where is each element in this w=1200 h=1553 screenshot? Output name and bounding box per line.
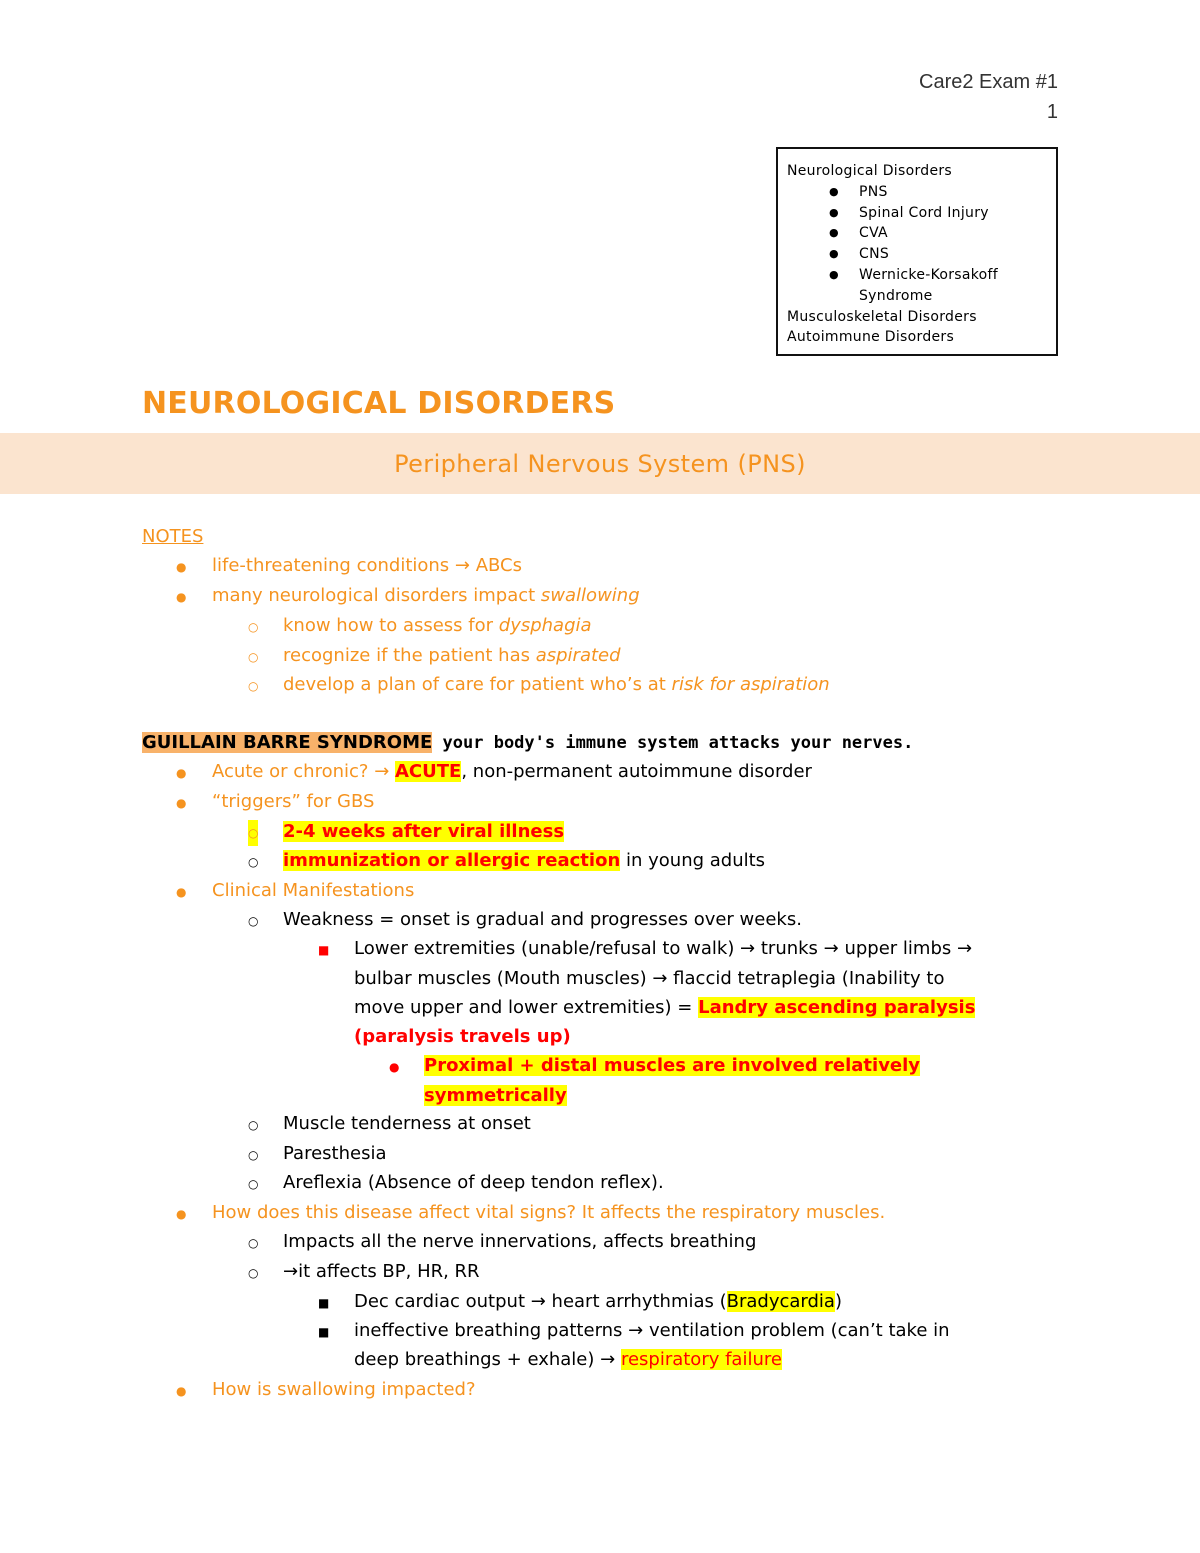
- notes-item: life-threatening conditions → ABCs: [212, 555, 522, 576]
- circle-bullet-icon: ○: [248, 620, 259, 634]
- bullet-icon: ●: [829, 267, 839, 281]
- bullet-icon: ●: [176, 796, 187, 810]
- circle-bullet-icon: ○: [248, 914, 259, 928]
- doc-header-title: Care2 Exam #1: [919, 71, 1058, 93]
- gbs-heading: GUILLAIN BARRE SYNDROME your body's immune system attacks your nerves.: [142, 732, 914, 753]
- notes-subitem: know how to assess for dysphagia: [283, 615, 592, 636]
- section-title: NEUROLOGICAL DISORDERS: [142, 386, 616, 421]
- gbs-detail: symmetrically: [424, 1085, 567, 1106]
- toc-item[interactable]: Autoimmune Disorders: [787, 329, 955, 346]
- subsection-title: Peripheral Nervous System (PNS): [394, 449, 806, 478]
- gbs-item: How is swallowing impacted?: [212, 1379, 476, 1400]
- gbs-subitem: →it affects BP, HR, RR: [283, 1261, 480, 1282]
- toc-item[interactable]: Neurological Disorders: [787, 163, 953, 179]
- gbs-subitem: 2-4 weeks after viral illness: [283, 821, 565, 842]
- bullet-icon: ●: [176, 1207, 187, 1221]
- circle-bullet-icon: ○: [248, 820, 258, 846]
- notes-subitem: develop a plan of care for patient who’s at risk for aspiration: [283, 674, 830, 695]
- square-bullet-icon: ■: [318, 1325, 330, 1339]
- bullet-icon: ●: [176, 590, 187, 604]
- gbs-subitem: Weakness = onset is gradual and progresses over weeks.: [283, 909, 802, 930]
- gbs-item: “triggers” for GBS: [212, 791, 375, 812]
- bullet-icon: ●: [176, 885, 187, 899]
- gbs-detail: Lower extremities (unable/refusal to walk) → trunks → upper limbs →: [354, 938, 973, 959]
- bullet-icon: ●: [176, 1384, 187, 1398]
- gbs-item: Acute or chronic? → ACUTE, non-permanent autoimmune disorder: [212, 761, 812, 782]
- toc-item[interactable]: Musculoskeletal Disorders: [787, 308, 977, 325]
- square-bullet-icon: ■: [318, 1296, 330, 1310]
- gbs-subitem: immunization or allergic reaction in young adults: [283, 850, 766, 871]
- bullet-icon: ●: [389, 1060, 400, 1074]
- gbs-detail: Dec cardiac output → heart arrhythmias (Bradycardia): [354, 1291, 842, 1312]
- circle-bullet-icon: ○: [248, 1148, 259, 1162]
- bullet-icon: ●: [829, 226, 839, 240]
- gbs-detail: bulbar muscles (Mouth muscles) → flaccid tetraplegia (Inability to: [354, 968, 945, 989]
- gbs-subitem: Impacts all the nerve innervations, affects breathing: [283, 1231, 757, 1252]
- gbs-item: How does this disease affect vital signs? It affects the respiratory muscles.: [212, 1202, 886, 1223]
- gbs-detail: Proximal + distal muscles are involved relatively: [424, 1055, 921, 1076]
- circle-bullet-icon: ○: [248, 679, 259, 693]
- toc-subitem[interactable]: ● CVA: [787, 223, 1056, 244]
- gbs-subitem: Muscle tenderness at onset: [283, 1113, 531, 1134]
- notes-subitem: recognize if the patient has aspirated: [283, 645, 621, 666]
- bullet-icon: ●: [176, 766, 187, 780]
- toc-subitem[interactable]: ● Wernicke-Korsakoff Syndrome: [787, 265, 1056, 307]
- bullet-icon: ●: [829, 184, 839, 198]
- gbs-detail: deep breathings + exhale) → respiratory failure: [354, 1349, 782, 1370]
- circle-bullet-icon: ○: [248, 650, 259, 664]
- circle-bullet-icon: ○: [248, 1118, 259, 1132]
- notes-item: many neurological disorders impact swallowing: [212, 585, 640, 606]
- circle-bullet-icon: ○: [248, 1236, 259, 1250]
- square-bullet-icon: ■: [318, 943, 330, 957]
- gbs-subitem: Areflexia (Absence of deep tendon reflex).: [283, 1172, 664, 1193]
- toc-subitem[interactable]: ● CNS: [787, 244, 1056, 265]
- toc-subitem[interactable]: ● PNS: [787, 182, 1056, 203]
- gbs-detail: move upper and lower extremities) = Landry ascending paralysis: [354, 997, 976, 1018]
- bullet-icon: ●: [176, 560, 187, 574]
- notes-heading[interactable]: NOTES: [142, 526, 204, 547]
- circle-bullet-icon: ○: [248, 855, 259, 869]
- bullet-icon: ●: [829, 205, 839, 219]
- gbs-detail: ineffective breathing patterns → ventilation problem (can’t take in: [354, 1320, 950, 1341]
- gbs-detail: (paralysis travels up): [354, 1026, 571, 1047]
- circle-bullet-icon: ○: [248, 1177, 259, 1191]
- gbs-item: Clinical Manifestations: [212, 880, 415, 901]
- bullet-icon: ●: [829, 247, 839, 261]
- page-number: 1: [1046, 101, 1058, 123]
- gbs-subitem: Paresthesia: [283, 1143, 387, 1164]
- toc-subitem[interactable]: ● Spinal Cord Injury: [787, 203, 1056, 224]
- subsection-band: [0, 433, 1200, 494]
- table-of-contents: [776, 147, 1058, 356]
- circle-bullet-icon: ○: [248, 1266, 259, 1280]
